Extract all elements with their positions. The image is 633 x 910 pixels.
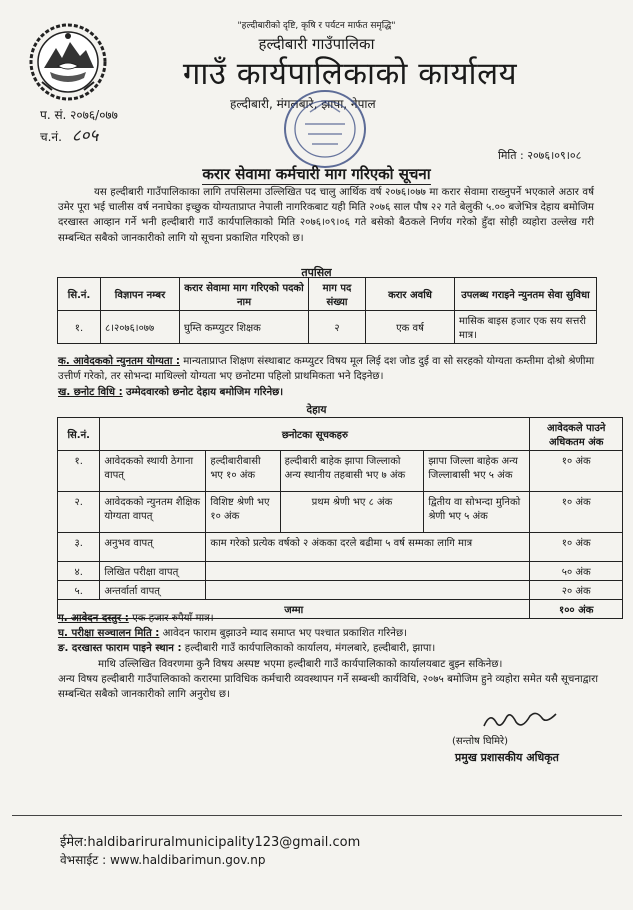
table-row xyxy=(58,311,597,344)
dispatch-value: ८०५ xyxy=(71,126,99,146)
closing-line-1: माथि उल्लिखित विवरणमा कुनै विषय अस्पष्ट भएमा हल्दीबारी गाउँ कार्यपालिकाको कार्यालयबाट बुझ्न सकिनेछ। xyxy=(98,659,503,670)
details-caption: तपसिल xyxy=(301,266,332,279)
dispatch-number xyxy=(40,123,98,146)
office-address: हल्दीबारी, मंगलबारे, झापा, नेपाल xyxy=(230,97,376,111)
basis-caption: देहाय xyxy=(306,404,327,416)
cell-option: प्रथम श्रेणी भए ८ अंक xyxy=(280,492,424,533)
exam-note xyxy=(58,627,598,642)
table-header-row xyxy=(58,278,597,311)
cell-option: द्वितीय वा सोभन्दा मुनिको श्रेणी भए ५ अंक xyxy=(424,492,530,533)
selection-label: ख. छनोट विधि : xyxy=(58,387,123,398)
cell-score: २० अंक xyxy=(530,581,623,600)
notice-title-text: करार सेवामा कर्मचारी माग गरिएको सूचना xyxy=(202,165,431,183)
col-header: सि.नं. xyxy=(58,278,101,311)
exam-label: घ. परीक्षा सञ्चालन मिति : xyxy=(58,628,160,639)
cell-post-name: घुम्ति कम्प्युटर शिक्षक xyxy=(180,311,309,344)
cell-contract-period: एक वर्ष xyxy=(366,311,455,344)
signature-icon xyxy=(480,708,560,734)
cell-facility: मासिक बाइस हजार एक सय सत्तरी मात्र। xyxy=(455,311,597,344)
table-header-row xyxy=(58,418,623,451)
cell-sn: १. xyxy=(58,311,101,344)
cell-score: ५० अंक xyxy=(530,562,623,581)
col-header: उपलब्ध गराइने न्युनतम सेवा सुविधा xyxy=(455,278,597,311)
cell-score: १० अंक xyxy=(530,451,623,492)
cell-empty xyxy=(206,581,530,600)
cell-sn: ४. xyxy=(58,562,100,581)
fee-label: ग. आवेदन दस्तुर : xyxy=(58,613,129,624)
col-header: छनोटका सूचकहरु xyxy=(100,418,530,451)
cell-post-count: २ xyxy=(309,311,366,344)
cell-option: झापा जिल्ला बाहेक अन्य जिल्लाबासी भए ५ अंक xyxy=(424,451,530,492)
footer-website: वेभसाईट : www.haldibarimun.gov.np xyxy=(60,853,266,867)
cell-criterion: लिखित परीक्षा वापत् xyxy=(100,562,206,581)
selection-text: उम्मेदवारको छनोट देहाय बमोजिम गरिनेछ। xyxy=(125,387,284,398)
cell-score: १० अंक xyxy=(530,492,623,533)
cell-sn: १. xyxy=(58,451,100,492)
cell-sn: ३. xyxy=(58,533,100,562)
signatory-name: (सन्तोष घिमिरे) xyxy=(452,736,509,747)
dispatch-label: च.नं. xyxy=(40,130,62,144)
cell-sn: २. xyxy=(58,492,100,533)
cell-empty xyxy=(206,562,530,581)
form-text: हल्दीबारी गाउँ कार्यपालिकाको कार्यालय, मंगलबारे, हल्दीबारी, झापा। xyxy=(184,643,436,654)
total-score: १०० अंक xyxy=(530,600,623,619)
cell-option: हल्दीबारीबासी भए १० अंक xyxy=(206,451,280,492)
footer-email: ईमेल:haldibariruralmunicipality123@gmail.com xyxy=(60,835,361,850)
vacancy-table xyxy=(57,277,597,344)
cell-ad-number: ८।२०७६।०७७ xyxy=(101,311,180,344)
table-row xyxy=(58,451,623,492)
reference-number: प. सं. २०७६/०७७ xyxy=(40,108,118,122)
notice-intro: यस हल्दीबारी गाउँपालिकाका लागि तपसिलमा उल्लिखित पद चालु आर्थिक वर्ष २०७६।०७७ मा करार सेवामा राख्नुपर्ने भएकाले अठार वर्ष उमेर पूरा भई चालीस वर्ष ननाघेका इच्छुक योग्यताप्राप्त नेपाली नागरिकबाट यही मिति २०७६ साल पौष २२ गते बेलुकी ५.०० बजेभित्र देहाय बमोजिम दरखास्त आव्हान गर्ने भनी हल्दीबारी गाउँ कार्यपालिकाको मिति २०७६।०९।०६ गते बसेको बैठकले निर्णय गरेको हुँदा सोही व्यहोरा उल्लेख गरी सम्बन्धित सबैको जानकारीको लागि यो सूचना प्रकाशित गरिएको छ। xyxy=(58,187,594,244)
selection-criteria-table xyxy=(57,417,623,619)
closing-paragraph xyxy=(58,657,598,702)
total-label: जम्मा xyxy=(58,600,530,619)
col-header: आवेदकले पाउने अधिकतम अंक xyxy=(530,418,623,451)
footer-divider xyxy=(12,815,622,816)
qualification-label: क. आवेदकको न्युनतम योग्यता : xyxy=(58,356,180,367)
col-header: विज्ञापन नम्बर xyxy=(101,278,180,311)
closing-line-2: अन्य विषय हल्दीबारी गाउँपालिकाको करारमा प्राविधिक कर्मचारी व्यवस्थापन गर्ने सम्बन्धी कार्यविधि, २०७५ बमोजिम हुने व्यहोरा समेत यसै सूचनाद्वारा सम्बन्धित सबैको जानकारीको लागि अनुरोध छ। xyxy=(58,674,598,700)
office-title: गाउँ कार्यपालिकाको कार्यालय xyxy=(182,56,518,92)
table-row xyxy=(58,533,623,562)
form-label: ङ. दरखास्त फाराम पाइने स्थान : xyxy=(58,643,182,654)
exam-text: आवेदन फाराम बुझाउने म्याद समाप्त भए पश्चात प्रकाशित गरिनेछ। xyxy=(162,628,407,639)
qualification-text: मान्यताप्राप्त शिक्षण संस्थाबाट कम्प्युटर विषय मूल लिई दश जोड दुई वा सो सरहको योग्यता कम्तीमा दोश्रो श्रेणीमा उत्तीर्ण गरेको, तर सोभन्दा माथिल्लो योग्यता भए छनोटमा पहिलो प्राथमिकता भने दिइनेछ। xyxy=(58,356,595,382)
table-row xyxy=(58,581,623,600)
notice-date: मिति : २०७६।०९।०८ xyxy=(498,149,582,162)
cell-option: काम गरेको प्रत्येक वर्षको २ अंकका दरले बढीमा ५ वर्ष सम्मका लागि मात्र xyxy=(206,533,530,562)
municipality-name: हल्दीबारी गाउँपालिका xyxy=(258,35,375,53)
qualification-note xyxy=(58,355,598,384)
cell-option: विशिष्ट श्रेणी भए १० अंक xyxy=(206,492,280,533)
office-stamp-icon xyxy=(270,84,380,174)
fee-note xyxy=(58,612,598,627)
cell-option: हल्दीबारी बाहेक झापा जिल्लाको अन्य स्थानीय तहबासी भए ७ अंक xyxy=(280,451,424,492)
col-header: सि.नं. xyxy=(58,418,100,451)
cell-criterion: अन्तर्वार्ता वापत् xyxy=(100,581,206,600)
form-note xyxy=(58,642,598,657)
signatory-title: प्रमुख प्रशासकीय अधिकृत xyxy=(455,751,559,764)
table-row xyxy=(58,492,623,533)
selection-note xyxy=(58,386,598,401)
cell-criterion: अनुभव वापत् xyxy=(100,533,206,562)
motto: "हल्दीबारीको दृष्टि, कृषि र पर्यटन मार्फत समृद्धि" xyxy=(237,21,396,31)
notice-title xyxy=(0,164,633,184)
cell-criterion: आवेदकको न्युनतम शैक्षिक योग्यता वापत् xyxy=(100,492,206,533)
col-header: करार अवधि xyxy=(366,278,455,311)
cell-sn: ५. xyxy=(58,581,100,600)
col-header: माग पद संख्या xyxy=(309,278,366,311)
col-header: करार सेवामा माग गरिएको पदको नाम xyxy=(180,278,309,311)
table-row xyxy=(58,562,623,581)
fee-text: एक हजार रुपैयाँ मात्र। xyxy=(132,613,214,624)
cell-criterion: आवेदकको स्थायी ठेगाना वापत् xyxy=(100,451,206,492)
cell-score: १० अंक xyxy=(530,533,623,562)
